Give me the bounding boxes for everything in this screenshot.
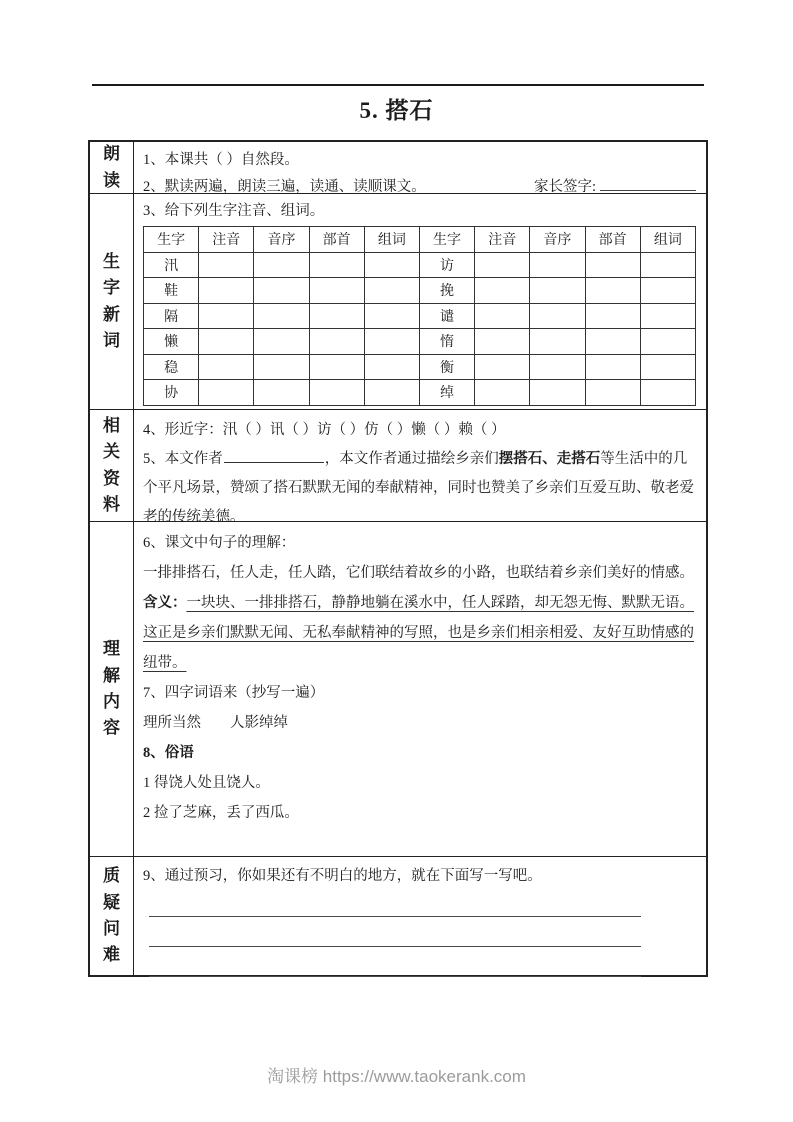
table-row <box>144 380 696 406</box>
parent-signature-blank <box>600 178 696 191</box>
blank-cell <box>530 278 585 304</box>
character-table-header <box>144 227 696 253</box>
section-materials-content <box>134 410 706 525</box>
new-words-intro: 3、给下列生字注音、组词。 <box>143 203 325 219</box>
col-header-radical: 部首 <box>585 227 640 253</box>
character-table <box>143 226 696 406</box>
section-materials <box>90 410 706 525</box>
author-bold-terms: 摆搭石、走搭石 <box>498 451 601 467</box>
table-row <box>144 303 696 329</box>
author-blank <box>224 450 324 463</box>
blank-cell <box>364 278 419 304</box>
blank-cell <box>585 252 640 278</box>
blank-cell <box>309 329 364 355</box>
table-row <box>144 278 696 304</box>
section-comprehension <box>90 522 706 857</box>
blank-cell <box>530 329 585 355</box>
char-cell: 汛 <box>144 252 199 278</box>
section-comprehension-content <box>134 522 706 856</box>
char-cell: 挽 <box>419 278 474 304</box>
blank-cell <box>309 354 364 380</box>
blank-cell <box>640 354 695 380</box>
blank-cell <box>364 354 419 380</box>
col-header-word: 组词 <box>364 227 419 253</box>
proverb-2: 2 捡了芝麻，丢了西瓜。 <box>143 805 299 821</box>
col-header-char: 生字 <box>144 227 199 253</box>
char-cell: 鞋 <box>144 278 199 304</box>
blank-cell <box>254 380 309 406</box>
blank-cell <box>475 380 530 406</box>
blank-cell <box>640 252 695 278</box>
blank-cell <box>475 278 530 304</box>
section-label-text: 相关资料 <box>103 415 120 514</box>
section-label-reading <box>90 142 134 193</box>
blank-cell <box>309 278 364 304</box>
blank-cell <box>475 354 530 380</box>
blank-cell <box>309 303 364 329</box>
section-reading-content <box>134 142 706 193</box>
quoted-sentence: 一排排搭石，任人走，任人踏，它们联结着故乡的小路，也联结着乡亲们美好的情感。 <box>143 565 694 581</box>
section-label-text: 理解内容 <box>103 639 120 738</box>
section-label-text: 生字新词 <box>103 251 120 350</box>
author-paragraph <box>143 445 696 532</box>
section-label-comprehension <box>90 522 134 856</box>
questions-prompt: 9、通过预习，你如果还有不明白的地方，就在下面写一写吧。 <box>143 868 542 884</box>
blank-cell <box>475 252 530 278</box>
blank-cell <box>530 354 585 380</box>
reading-line1: 1、本课共（ ）自然段。 <box>143 152 299 168</box>
table-row <box>144 252 696 278</box>
section-reading <box>90 142 706 194</box>
blank-cell <box>199 252 254 278</box>
blank-cell <box>585 380 640 406</box>
section-label-materials <box>90 410 134 521</box>
meaning-text: 一块块、一排排搭石，静静地躺在溪水中，任人踩踏，却无怨无悔、默默无语。这正是乡亲们默默无闻、无私奉献精神的写照，也是乡亲们相亲相爱、友好互助情感的纽带。 <box>143 595 694 671</box>
char-cell: 访 <box>419 252 474 278</box>
blank-cell <box>199 354 254 380</box>
char-cell: 衡 <box>419 354 474 380</box>
char-cell: 绰 <box>419 380 474 406</box>
blank-cell <box>254 303 309 329</box>
four-char-words-title: 7、四字词语来（抄写一遍） <box>143 685 325 701</box>
blank-cell <box>199 380 254 406</box>
watermark-footer: 淘课榜 https://www.taokerank.com <box>267 1067 526 1086</box>
char-cell: 稳 <box>144 354 199 380</box>
blank-cell <box>254 329 309 355</box>
col-header-char: 生字 <box>419 227 474 253</box>
blank-cell <box>585 278 640 304</box>
char-cell: 谴 <box>419 303 474 329</box>
similar-chars-line: 4、形近字：汛（ ）讯（ ）访（ ）仿（ ）懒（ ）赖（ ） <box>143 422 506 438</box>
blank-cell <box>585 303 640 329</box>
blank-cell <box>475 329 530 355</box>
col-header-pinyin: 注音 <box>199 227 254 253</box>
blank-cell <box>530 303 585 329</box>
blank-cell <box>585 329 640 355</box>
meaning-label: 含义： <box>143 595 187 611</box>
proverbs-title: 8、俗语 <box>143 745 194 761</box>
char-cell: 隔 <box>144 303 199 329</box>
col-header-order: 音序 <box>254 227 309 253</box>
char-cell: 协 <box>144 380 199 406</box>
col-header-pinyin: 注音 <box>475 227 530 253</box>
header-rule <box>92 84 704 86</box>
col-header-order: 音序 <box>530 227 585 253</box>
blank-cell <box>640 278 695 304</box>
meaning-paragraph <box>143 588 696 678</box>
sentence-understanding-title: 6、课文中句子的理解： <box>143 535 296 551</box>
section-label-new-words <box>90 194 134 409</box>
answer-line-3 <box>149 947 641 977</box>
blank-cell <box>309 380 364 406</box>
answer-line-2 <box>149 917 641 947</box>
char-cell: 惰 <box>419 329 474 355</box>
blank-cell <box>199 329 254 355</box>
section-label-questions <box>90 857 134 975</box>
blank-cell <box>530 252 585 278</box>
char-cell: 懒 <box>144 329 199 355</box>
blank-cell <box>364 252 419 278</box>
blank-cell <box>364 380 419 406</box>
section-label-text: 质疑问难 <box>103 866 120 965</box>
section-questions-content <box>134 857 706 975</box>
reading-line2: 2、默读两遍，朗读三遍，读通、读顺课文。 <box>143 178 426 195</box>
four-char-words: 理所当然 人影绰绰 <box>143 715 288 731</box>
table-row <box>144 329 696 355</box>
page-title: 5. 搭石 <box>359 98 434 123</box>
blank-cell <box>640 303 695 329</box>
section-new-words <box>90 194 706 410</box>
proverb-1: 1 得饶人处且饶人。 <box>143 775 270 791</box>
blank-cell <box>254 278 309 304</box>
blank-cell <box>309 252 364 278</box>
table-row <box>144 354 696 380</box>
answer-line-1 <box>149 891 641 917</box>
col-header-radical: 部首 <box>309 227 364 253</box>
section-new-words-content <box>134 194 706 409</box>
blank-cell <box>254 252 309 278</box>
blank-cell <box>640 380 695 406</box>
blank-cell <box>640 329 695 355</box>
blank-cell <box>475 303 530 329</box>
col-header-word: 组词 <box>640 227 695 253</box>
author-suffix: 等生活中的几个平凡场景，赞颂了搭石默默无闻的奉献精神，同时也赞美了乡亲们互爱互助、敬老爱老的传统美德。 <box>143 451 694 525</box>
blank-cell <box>530 380 585 406</box>
section-questions <box>90 857 706 975</box>
blank-cell <box>364 303 419 329</box>
author-prefix: 5、本文作者 <box>143 451 223 467</box>
blank-cell <box>585 354 640 380</box>
worksheet-table <box>88 140 708 977</box>
section-label-text: 朗读 <box>103 144 120 190</box>
parent-signature-label: 家长签字: <box>533 178 596 195</box>
blank-cell <box>364 329 419 355</box>
blank-cell <box>199 303 254 329</box>
blank-cell <box>199 278 254 304</box>
author-mid: ，本文作者通过描绘乡亲们 <box>324 451 499 467</box>
blank-cell <box>254 354 309 380</box>
